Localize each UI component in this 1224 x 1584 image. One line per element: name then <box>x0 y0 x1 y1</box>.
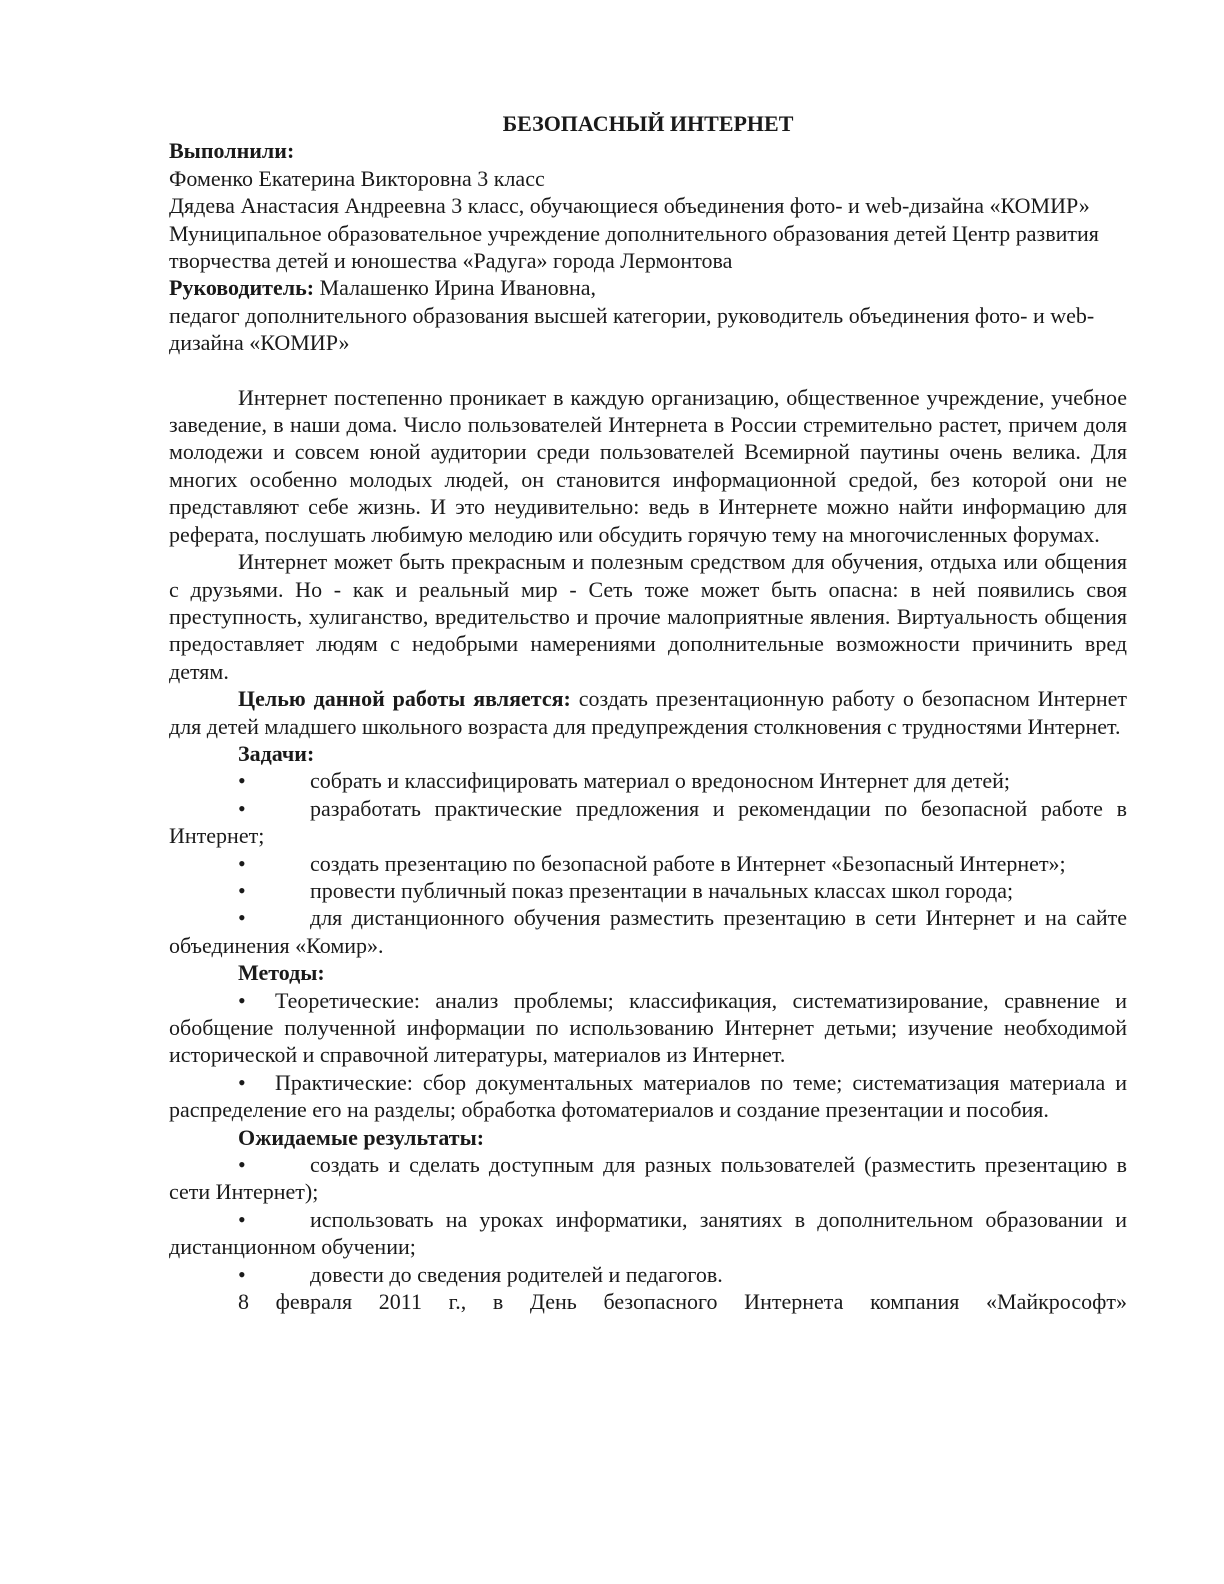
paragraph-1: Интернет постепенно проникает в каждую организацию, общественное учреждение, учебное заведение, в наши дома. Число пользователей Интернета в России стремительно растет, причем доля молодежи и совсем юной аудитории среди пользователей Всемирной паутины очень велика. Для многих особенно молодых людей, он становится информационной средой, без которой они не представляют себе жизнь. И это неудивительно: ведь в Интернете можно найти информацию для реферата, послушать любимую мелодию или обсудить горячую тему на многочисленных форумах. <box>169 384 1127 547</box>
author-1: Фоменко Екатерина Викторовна 3 класс <box>169 165 545 191</box>
task-item <box>169 767 1127 794</box>
task-item <box>169 795 1127 850</box>
document-title: БЕЗОПАСНЫЙ ИНТЕРНЕТ <box>502 111 794 136</box>
document-page <box>169 110 1127 1315</box>
results-heading: Ожидаемые результаты: <box>238 1124 485 1150</box>
final-line: 8 февраля 2011 г., в День безопасного Интернета компания «Майкрософт» <box>238 1289 1127 1315</box>
task-item <box>169 904 1127 959</box>
result-item <box>169 1206 1127 1261</box>
paragraph-2: Интернет может быть прекрасным и полезным средством для обучения, отдыха или общения с друзьями. Но - как и реальный мир - Сеть тоже может быть опасна: в ней появились своя преступность, хулиганство, вредительство и прочие малоприятные явления. Виртуальность общения предоставляет людям с недобрыми намерениями дополнительные возможности причинить вред детям. <box>169 549 1127 684</box>
supervisor-label: Руководитель: <box>169 275 315 301</box>
bullet-icon: • <box>238 987 246 1013</box>
bullet-icon: • <box>238 850 246 876</box>
goal-label: Целью данной работы является: <box>238 686 571 712</box>
bullet-icon: • <box>238 1206 246 1232</box>
tasks-heading: Задачи: <box>238 740 315 766</box>
bullet-icon: • <box>238 877 246 903</box>
supervisor-position: педагог дополнительного образования высшей категории, руководитель объединения фото- и web-дизайна «КОМИР» <box>169 302 1095 356</box>
bullet-icon: • <box>238 768 246 794</box>
result-text: создать и сделать доступным для разных пользователей (разместить презентацию в сети Интернет); <box>169 1152 1127 1205</box>
result-text: довести до сведения родителей и педагогов. <box>310 1261 723 1287</box>
task-item <box>169 877 1127 904</box>
bullet-icon: • <box>238 1152 246 1178</box>
bullet-icon: • <box>238 905 246 931</box>
task-item <box>169 850 1127 877</box>
goal-paragraph <box>169 685 1127 740</box>
bullet-icon: • <box>238 1069 246 1095</box>
result-item <box>169 1151 1127 1206</box>
task-text: собрать и классифицировать материал о вредоносном Интернет для детей; <box>310 768 1011 794</box>
supervisor-name: Малашенко Ирина Ивановна, <box>314 275 597 301</box>
methods-heading: Методы: <box>238 960 325 986</box>
task-text: создать презентацию по безопасной работе в Интернет «Безопасный Интернет»; <box>310 850 1066 876</box>
method-text: Теоретические: анализ проблемы; классификация, систематизирование, сравнение и обобщение полученной информации по использованию Интернет детьми; изучение необходимой исторической и справочной литературы, материалов из Интернет. <box>169 987 1127 1068</box>
author-2: Дядева Анастасия Андреевна 3 класс, обучающиеся объединения фото- и web-дизайна «КОМИР» <box>169 193 1090 219</box>
task-text: разработать практические предложения и рекомендации по безопасной работе в Интернет; <box>169 795 1127 849</box>
supervisor-line <box>169 274 1127 301</box>
task-text: для дистанционного обучения разместить презентацию в сети Интернет и на сайте объединения «Комир». <box>169 905 1127 958</box>
method-item <box>169 1069 1127 1124</box>
method-text: Практические: сбор документальных материалов по теме; систематизация материала и распределение его на разделы; обработка фотоматериалов и создание презентации и пособия. <box>169 1069 1127 1123</box>
goal-text: создать презентационную работу о безопасном Интернет для детей младшего школьного возраста для предупреждения столкновения с трудностями Интернет. <box>169 686 1127 739</box>
bullet-icon: • <box>238 795 246 821</box>
task-text: провести публичный показ презентации в начальных классах школ города; <box>310 877 1014 903</box>
authors-label: Выполнили: <box>169 138 295 164</box>
bullet-icon: • <box>238 1261 246 1287</box>
result-item <box>169 1261 1127 1288</box>
spacer <box>169 357 1127 384</box>
institution: Муниципальное образовательное учреждение дополнительного образования детей Центр развития творчества детей и юношества «Радуга» города Лермонтова <box>169 220 1099 274</box>
method-item <box>169 987 1127 1069</box>
result-text: использовать на уроках информатики, занятиях в дополнительном образовании и дистанционном обучении; <box>169 1206 1127 1260</box>
